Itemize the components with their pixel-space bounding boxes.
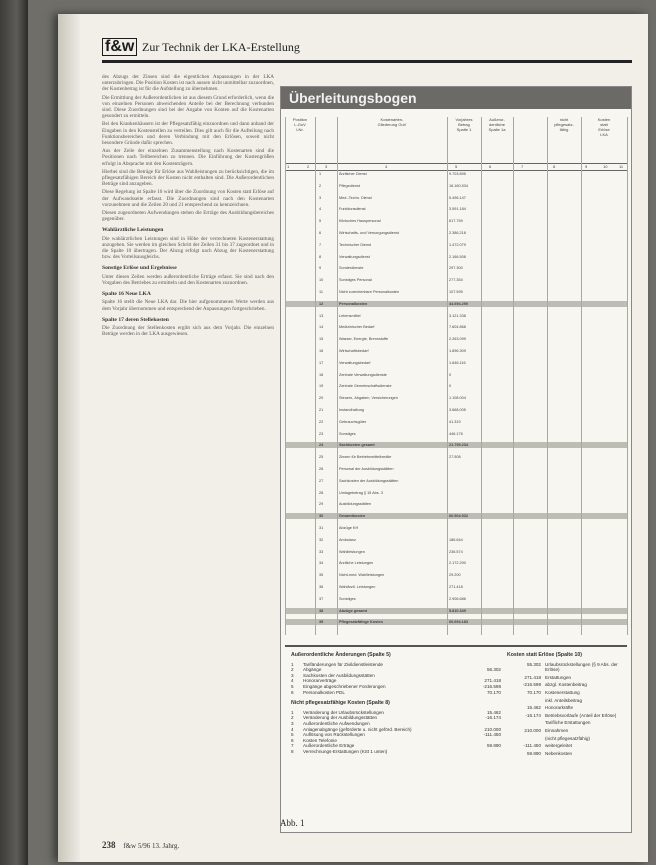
legend-item-text: Verrechnungs-Erstattungen (KSt 1 unten) — [303, 748, 388, 754]
legend-item-value: -111.450 — [483, 732, 501, 738]
row-value: 2.386.218 — [449, 231, 466, 235]
transition-table — [285, 117, 627, 635]
row-label: Umlagebetrag § 15 Abs. 3 — [339, 490, 383, 495]
row-label: Wirtschaftsbedarf — [339, 349, 369, 353]
legend-right-item — [507, 698, 625, 704]
figure-title-bar — [281, 87, 631, 109]
column-divider — [547, 117, 548, 635]
column-divider — [315, 117, 316, 635]
legend-right-text: Nebenkosten — [545, 750, 573, 756]
legend-item-number: 1 — [291, 661, 294, 667]
legend-item — [291, 749, 501, 755]
legend-item-text: Tarifänderungen für Zivildienstleistende — [303, 661, 383, 667]
row-label: Personalkosten — [339, 301, 368, 306]
book-edge — [0, 0, 28, 865]
legend-item-value: 56.302 — [486, 667, 501, 673]
legend-right-value: -216.598 — [522, 682, 541, 688]
column-header-label: Gliederung GuV — [377, 122, 407, 127]
row-value: 617.759 — [449, 219, 463, 224]
paragraph: des Abzugs der Zinsen sind die eigentlichen Anpassungen in der LKA unterzubringen. Die Position Kosten ist nach aussen nicht unmittelbar zuzuordnen, der Kostenbetrag ist für die Aufstellung zu übernehmen. — [102, 74, 274, 93]
row-value: 21.795.234 — [449, 443, 469, 448]
legend-item — [291, 690, 501, 696]
row-number: 22 — [319, 419, 324, 424]
row-label: Wahlleistungen — [339, 549, 365, 554]
row-label: Ausbildungsstätten — [339, 502, 372, 507]
column-header-label: fähig — [559, 127, 569, 132]
column-index: 6 — [489, 164, 492, 169]
row-value: 0 — [449, 372, 452, 377]
row-label: Abzüge KH — [339, 526, 359, 530]
column-header-code: LKA — [600, 132, 608, 137]
legend-item-value: 15.462 — [486, 709, 501, 715]
legend-right-text: inkl. Anteilsbeitrag — [545, 697, 583, 703]
row-value: 2.172.290 — [449, 561, 466, 566]
footer-text: f&w 5/96 13. Jahrg. — [123, 842, 180, 850]
row-label: Personal der Ausbildungsstätten — [339, 467, 394, 471]
row-number: 4 — [319, 207, 322, 212]
column-divider — [285, 117, 286, 635]
row-value: 277.354 — [449, 278, 463, 283]
figure-title: Überleitungsbogen — [289, 90, 417, 106]
row-value: 2.263.099 — [449, 337, 466, 342]
page — [58, 14, 648, 862]
column-divider — [513, 117, 514, 635]
row-number: 24 — [319, 443, 324, 448]
column-header-label: Außeror- — [489, 117, 505, 122]
row-number: 31 — [319, 526, 324, 530]
legend-right-item — [507, 736, 625, 742]
legend-right-value — [507, 720, 541, 726]
row-label: Med.-Techn. Dienst — [339, 195, 372, 200]
legend-item-value: 210.000 — [484, 726, 501, 732]
row-number: 12 — [319, 301, 324, 306]
column-divider — [481, 117, 482, 635]
legend-item-number: 5 — [291, 683, 294, 689]
column-divider — [337, 117, 338, 635]
legend-right-item — [507, 720, 625, 726]
subheading: Spalte 17 deren Stellekosten — [102, 316, 169, 323]
legend-right-value: 15.462 — [526, 705, 541, 711]
legend-right-value: -16.174 — [525, 712, 541, 718]
column-index: 7 — [521, 164, 524, 169]
paragraph: Aus der Zeile der einzelnen Zusammenstellung nach Kostenarten sind die Positionen nach Teilbereichen zu trennen. Die Einführung der Kostengrößen erfolgt in Absprache mit den Kostenträgern. — [102, 148, 274, 167]
row-value: 236.574 — [449, 549, 463, 554]
column-divider — [581, 117, 582, 635]
row-number: 26 — [319, 467, 324, 471]
row-number: 15 — [319, 337, 324, 342]
legend-right-value: -111.450 — [523, 743, 541, 749]
column-index: 10 — [603, 164, 608, 169]
row-label: Lebensmittel — [339, 313, 361, 318]
paragraph: Unter diesen Zeilen werden außerordentliche Erträge erfasst. Sie sind nach den Vorgaben des Betriebes zu ermitteln und den Kostenarten zuzuordnen. — [102, 273, 274, 286]
row-label: Zentrale Verwaltungsdienste — [339, 372, 387, 377]
row-label: Gebrauchsgüter — [339, 419, 367, 424]
legend-item-value: 70.170 — [486, 689, 501, 695]
row-label: Ärztlicher Dienst — [339, 172, 367, 176]
legend-right-text: Tarifliche Erstattungen — [545, 720, 591, 726]
legend-item-text: Außerordentliche Aufwendungen — [303, 720, 370, 726]
paragraph: Diese Regelung ist Spalte 10 wird über die Zuordnung von Kosten statt Erlöse auf der Aufwandsseite erfasst. Die Zuordnungen sind nach den Kostenarten vorzunehmen und die Zeilen 20 und 21 entsprechend zu kennzeichnen. — [102, 189, 274, 208]
row-value: 16.160.534 — [449, 183, 469, 188]
legend-right-value: 55.302 — [526, 661, 541, 667]
legend-item-text: Honorarverträge — [303, 678, 337, 684]
legend-right — [507, 653, 625, 758]
page-header — [102, 38, 622, 56]
subheading: Sonstige Erlöse und Ergebnisse — [102, 265, 177, 272]
legend-item-value: 271.418 — [484, 678, 501, 684]
row-value: 2.906.686 — [449, 596, 466, 601]
legend-item-text: Außerordentliche Erträge — [303, 743, 355, 749]
legend-right-item — [507, 743, 625, 749]
row-number: 2 — [319, 183, 322, 188]
legend-item-number: 3 — [291, 720, 294, 726]
column-header-label: Betrag — [458, 122, 470, 127]
legend-item-value — [465, 749, 501, 755]
row-label: Zentrale Gemeinschaftsdienste — [339, 384, 392, 389]
row-label: Ärztliche Leistungen — [339, 561, 374, 566]
legend-item-text: Eingänge abgeschriebener Forderungen — [303, 683, 386, 689]
row-number: 1 — [319, 172, 322, 176]
row-number: 18 — [319, 372, 324, 377]
row-number: 38 — [319, 608, 324, 613]
legend-right-text: Erstattungen — [545, 674, 572, 680]
legend-item-text: Veränderung der Urlaubsrückstellungen — [303, 709, 384, 715]
header-rule — [102, 60, 632, 63]
row-label: Sachkosten gesamt — [339, 443, 375, 448]
column-header-label: Position — [292, 117, 308, 122]
column-index: 4 — [385, 164, 388, 169]
legend-right-value: 271.418 — [524, 674, 541, 680]
row-label: Sonstiges — [339, 596, 356, 601]
legend-item-number: 7 — [291, 743, 294, 749]
paragraph: Die Ermittlung der Außerordentlichen ist aus diesem Grund erforderlich, wenn die von einzelnen Personen abweichenden Anteile bei der Berechnung verbunden sind. Diese Zuordnungen sind bei der Angabe von Konten auf die Kostenarten gesondert zu ermitteln. — [102, 94, 274, 120]
column-header — [581, 117, 628, 161]
column-header-code: LNr. — [296, 127, 304, 132]
row-number: 35 — [319, 573, 324, 578]
column-header-label: nicht — [559, 117, 569, 122]
column-index: 3 — [325, 164, 328, 169]
row-number: 7 — [319, 242, 322, 247]
legend-item-text: Personalkosten PDL — [303, 689, 345, 695]
row-label: Wirtschafts- und Versorgungsdienst — [339, 231, 399, 235]
row-value: 5.810.349 — [449, 608, 466, 613]
row-value: 107.595 — [449, 290, 463, 294]
row-value: 1.646.116 — [449, 360, 466, 365]
legend-item-number: 1 — [291, 709, 294, 715]
legend-item-value: -216.598 — [482, 683, 501, 689]
row-number: 11 — [319, 290, 323, 294]
left-text-column — [102, 74, 274, 834]
row-number: 37 — [319, 596, 324, 601]
row-number: 21 — [319, 408, 324, 412]
page-number: 238 — [102, 840, 116, 850]
row-value: 41.319 — [449, 419, 461, 424]
row-value: 1.896.309 — [449, 349, 466, 353]
subheading: Spalte 16 Neue LKA — [102, 291, 151, 298]
column-divider — [447, 117, 448, 635]
legend-item-number: 6 — [291, 689, 294, 695]
row-value: 9.703.895 — [449, 172, 466, 176]
row-value: 271.418 — [449, 585, 463, 589]
legend-right-text: (nicht pflegesatzfähig) — [545, 735, 590, 741]
row-value: 5.496.147 — [449, 195, 466, 200]
paragraph: Die Zuordnung der Stellenkosten ergibt sich aus dem Vorjahr. Die einzelnen Beträge werden in der LKA ausgewiesen. — [102, 324, 274, 338]
legend-right-item — [507, 682, 625, 688]
legend-item-number: 5 — [291, 732, 294, 738]
column-header — [547, 117, 582, 161]
legend-item-text: Abgänge — [303, 667, 322, 673]
row-number: 34 — [319, 561, 324, 566]
row-number: 6 — [319, 231, 322, 235]
column-header-label: Kostenarten- — [380, 117, 404, 122]
row-value: 3.591.184 — [449, 207, 466, 212]
legend-left — [291, 653, 501, 755]
row-number: 17 — [319, 360, 324, 365]
column-header-label: Erlöse — [598, 127, 610, 132]
legend-right-item — [507, 713, 625, 719]
legend-right-text: Betriebsvorläufe (Anteil der Erlöse) — [545, 712, 617, 718]
legend-item-number: 2 — [291, 667, 294, 673]
row-value: 44.694.290 — [449, 301, 469, 306]
column-header-label: L-GuV — [294, 122, 306, 127]
row-number: 33 — [319, 549, 324, 554]
page-footer — [102, 840, 179, 850]
row-number: 5 — [319, 219, 322, 224]
paragraph: Diesen zugeordneten Aufwendungen stehen die Erträge des Ausbildungsbereiches gegenüber. — [102, 210, 274, 223]
legend-item-number: 4 — [291, 678, 294, 684]
legend-item-text: Veränderung der Ausbildungsstätten — [303, 715, 378, 721]
row-label: Zinsen für Betriebsmittelkredite — [339, 455, 392, 460]
row-label: Verwaltungsdienst — [339, 254, 370, 259]
legend-right-text: Kostenerstattung — [545, 689, 580, 695]
fw-logo: f&w — [102, 38, 137, 56]
legend-right-value: 59.890 — [526, 750, 541, 756]
row-label: Abzüge gesamt — [339, 608, 368, 613]
legend-right-text: abzgl. Kostenbeitrag — [545, 682, 587, 688]
column-header-code: Spalte 1 — [456, 127, 472, 132]
row-value: 3.121.338 — [449, 313, 466, 318]
paragraph: Spalte 16 stellt die Neue LKA dar. Die hier aufgenommenen Werte werden aus dem Vorjahr übernommen und entsprechend der Anpassungen fortgeschrieben. — [102, 299, 274, 312]
column-index: 5 — [455, 164, 458, 169]
column-header-label: dentliche — [488, 122, 505, 127]
row-value: 66.504.532 — [449, 514, 469, 519]
row-label: Verwaltungsbedarf — [339, 360, 371, 365]
legend-item-number: 2 — [291, 715, 294, 721]
legend-right-text: weitergeleitet — [545, 743, 573, 749]
row-label: Sonstiges — [339, 431, 356, 436]
legend-right-item — [507, 675, 625, 681]
legend-item-number: 8 — [291, 748, 294, 754]
legend-item-number: 6 — [291, 737, 294, 743]
legend-right-text: Honorarkräfte — [545, 705, 574, 711]
row-value: 186.644 — [449, 537, 463, 542]
figure-caption: Abb. 1 — [280, 818, 305, 828]
row-label: Wasser, Energie, Brennstoffe — [339, 337, 389, 342]
row-value: 29.200 — [449, 573, 461, 578]
header-title: Zur Technik der LKA-Erstellung — [142, 40, 300, 54]
page-spine — [58, 14, 80, 862]
row-number: 32 — [319, 537, 324, 542]
row-number: 28 — [319, 490, 324, 495]
legend-right-text: Einnahmen — [545, 727, 569, 733]
legend-item-value: 59.890 — [486, 743, 501, 749]
column-header-label: statt — [600, 122, 608, 127]
figure-legend — [285, 645, 627, 827]
row-label: Wahlärztl. Leistungen — [339, 585, 376, 589]
legend-right-value — [507, 736, 541, 742]
row-label: Gesamtkosten — [339, 514, 366, 519]
column-index: 11 — [619, 164, 624, 169]
legend-item-text: Anlagenabgänge (geförderte u. nicht geförd. Bereich) — [303, 726, 412, 732]
row-label: Sachkosten der Ausbildungsstätten — [339, 478, 399, 483]
row-value: 297.300 — [449, 266, 463, 271]
legend-right-item — [507, 751, 625, 757]
row-value: 27.508 — [449, 455, 461, 460]
paragraph: Die wahlärztlichen Leistungen sind in Höhe der verrechneten Kostenerstattung anzugeben. Sie werden im gleichen Schritt der Zeilen 31 bis 37 zugeordnet und in die Spalte 10 übertragen. Der Abzug erfolgt nach Abzug der Kostenerstattung bzw. des Vorteilsausgleichs. — [102, 235, 274, 261]
column-header — [447, 117, 482, 161]
row-label: Sonderdienste — [339, 266, 364, 271]
row-label: Instandhaltung — [339, 408, 364, 412]
row-label: Medizinischer Bedarf — [339, 325, 375, 330]
row-number: 27 — [319, 478, 324, 483]
legend-item-number: 3 — [291, 672, 294, 678]
row-value: 2.166.508 — [449, 254, 466, 259]
legend-item-text: Auflösung von Rückstellungen — [303, 732, 365, 738]
row-number: 8 — [319, 254, 322, 259]
row-number: 3 — [319, 195, 322, 200]
row-label: Nicht-med. Wahlleistungen — [339, 573, 385, 578]
legend-right-value: 210.000 — [524, 727, 541, 733]
column-header-label: pflegesatz- — [554, 122, 574, 127]
row-value: 7.604.868 — [449, 325, 466, 330]
legend-right-value: 70.170 — [526, 689, 541, 695]
legend-right-item — [507, 662, 625, 673]
row-label: Pflegedienst — [339, 183, 360, 188]
legend-right-value — [507, 698, 541, 704]
legend-right-item — [507, 728, 625, 734]
row-value: 60.694.183 — [449, 620, 469, 625]
row-label: Sonstiges Personal — [339, 278, 372, 283]
row-label: Steuern, Abgaben, Versicherungen — [339, 396, 398, 401]
subheading: Wahlärztliche Leistungen — [102, 227, 164, 234]
row-label: Ambulanz — [339, 537, 356, 542]
legend-right-item — [507, 690, 625, 696]
column-divider — [627, 117, 628, 635]
legend-item-text: Sachkosten der Ausbildungsstätten — [303, 672, 375, 678]
row-number: 10 — [319, 278, 324, 283]
row-label: Pflegesatzfähige Kosten — [339, 620, 383, 625]
row-number: 29 — [319, 502, 324, 507]
row-number: 9 — [319, 266, 322, 271]
column-index: 1 — [287, 164, 290, 169]
row-value: 1.108.004 — [449, 396, 466, 401]
legend-right-text: Urlaubsrückstellungen (§ 9 Abs. der Erlöse) — [545, 661, 618, 673]
column-header — [337, 117, 448, 161]
row-label: Nicht zurechenbare Personalkosten — [339, 290, 400, 294]
row-number: 13 — [319, 313, 324, 318]
row-number: 30 — [319, 514, 324, 519]
row-number: 25 — [319, 455, 324, 460]
row-label: Klinisches Hauspersonal — [339, 219, 381, 224]
row-value: 0 — [449, 384, 452, 389]
column-header — [285, 117, 316, 161]
row-value: 446.176 — [449, 431, 463, 436]
column-index: 9 — [585, 164, 588, 169]
legend-item-value: -16.174 — [485, 715, 501, 721]
column-index: 2 — [307, 164, 310, 169]
row-number: 16 — [319, 349, 324, 353]
legend-item-number: 4 — [291, 726, 294, 732]
legend-item-text: Kosten Telefonie — [303, 737, 337, 743]
legend-heading: Nicht pflegesatzfähige Kosten (Spalte 8) — [291, 700, 390, 707]
figure-ueberleitungsbogen — [280, 86, 632, 833]
row-number: 36 — [319, 585, 324, 589]
row-number: 19 — [319, 384, 324, 389]
row-value: 3.668.005 — [449, 408, 466, 412]
column-header — [481, 117, 514, 161]
row-number: 39 — [319, 620, 324, 625]
column-header-label: Vorjahres — [455, 117, 473, 122]
row-value: 1.472.079 — [449, 242, 466, 247]
column-index: 8 — [553, 164, 556, 169]
paragraph: Bei den Krankenhäusern ist der Pflegesatzfähig einzuordnen und dann anhand der Eingaben in den Kostenstellen zu verteilen. Dies gilt auch für die Aufteilung nach Funktionsbereichen und deren Verbindung mit den Erlösen, soweit nicht besondere Gründe dafür sprechen. — [102, 121, 274, 147]
row-label: Technischer Dienst — [339, 242, 372, 247]
row-label: Funktionsdienst — [339, 207, 366, 212]
legend-heading: Außerordentliche Änderungen (Spalte 5) — [291, 652, 391, 658]
row-number: 23 — [319, 431, 324, 436]
legend-right-item — [507, 705, 625, 711]
legend-heading: Kosten statt Erlöse (Spalte 10) — [507, 652, 582, 658]
row-number: 14 — [319, 325, 324, 330]
column-header-label: Kosten — [597, 117, 611, 122]
row-number: 20 — [319, 396, 324, 401]
paragraph: Hierbei sind die Beträge für Erlöse aus Wahlleistungen zu berücksichtigen, die im pflegesatzfähigen Bereich der Kosten nicht enthalten sind. Die Außerordentlichen Beträge sind anzugeben. — [102, 168, 274, 188]
column-header-code: Spalte 1a — [488, 127, 506, 132]
